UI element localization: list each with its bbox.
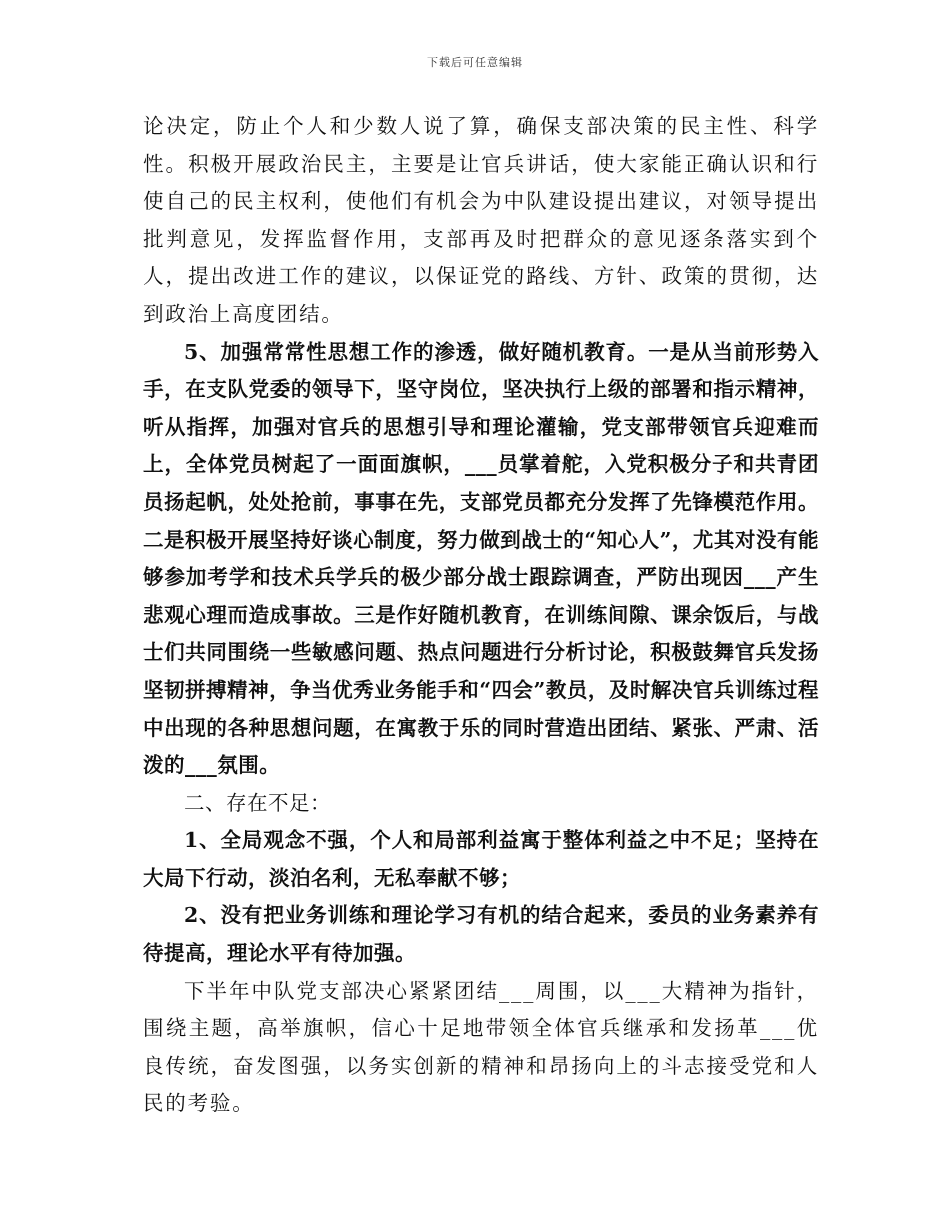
section-heading: 二、存在不足： (184, 790, 331, 815)
page-header: 下载后可任意编辑 (427, 56, 523, 69)
paragraph-5: 2、没有把业务训练和理论学习有机的结合起来，委员的业务素养有待提高，理论水平有待加强。 (143, 903, 819, 966)
paragraph-4: 1、全局观念不强，个人和局部利益寓于整体利益之中不足；坚持在大局下行动，淡泊名利，无私奉献不够； (143, 828, 819, 890)
document-body (143, 108, 819, 1123)
paragraph-1: 论决定，防止个人和少数人说了算，确保支部决策的民主性、科学性。积极开展政治民主，主要是让官兵讲话，使大家能正确认识和行使自己的民主权利，使他们有机会为中队建设提出建议，对领导提出批判意见，发挥监督作用，支部再及时把群众的意见逐条落实到个人，提出改进工作的建议，以保证党的路线、方针、政策的贯彻，达到政治上高度团结。 (143, 114, 819, 326)
paragraph-2: 5、加强常常性思想工作的渗透，做好随机教育。一是从当前形势入手，在支队党委的领导下，坚守岗位，坚决执行上级的部署和指示精神，听从指挥，加强对官兵的思想引导和理论灌输，党支部带领官兵迎难而上，全体党员树起了一面面旗帜，___员掌着舵，入党积极分子和共青团员扬起帆，处处抢前，事事在先，支部党员都充分发挥了先锋模范作用。二是积极开展坚持好谈心制度，努力做到战士的“知心人”，尤其对没有能够参加考学和技术兵学兵的极少部分战士跟踪调查，严防出现因___产生悲观心理而造成事故。三是作好随机教育，在训练间隙、课余饭后，与战士们共同围绕一些敏感问题、热点问题进行分析讨论，积极鼓舞官兵发扬坚韧拼搏精神，争当优秀业务能手和“四会”教员，及时解决官兵训练过程中出现的各种思想问题，在寓教于乐的同时营造出团结、紧张、严肃、活泼的___氛围。 (143, 339, 819, 778)
paragraph-6: 下半年中队党支部决心紧紧团结___周围，以___大精神为指针，围绕主题，高举旗帜，信心十足地带领全体官兵继承和发扬革___优良传统，奋发图强，以务实创新的精神和昂扬向上的斗志接受党和人民的考验。 (143, 978, 819, 1116)
